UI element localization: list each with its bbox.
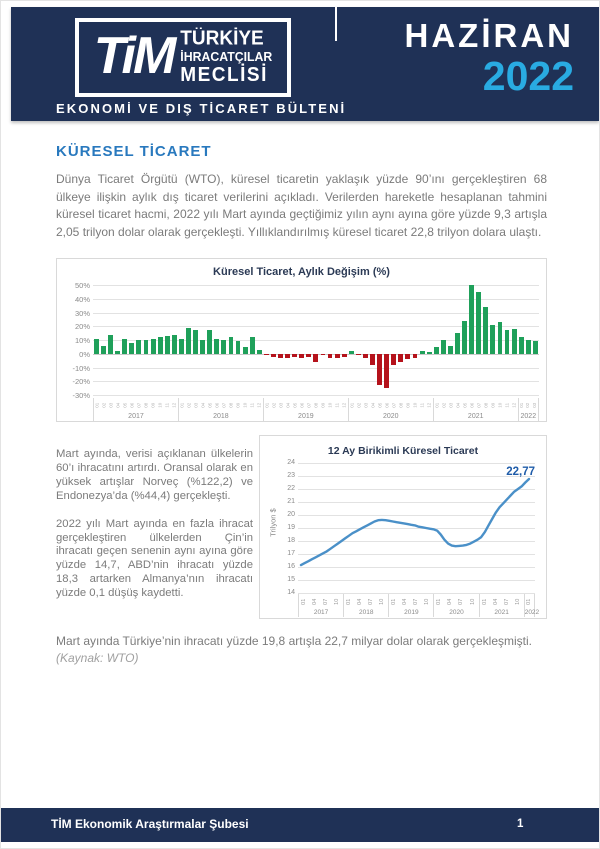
y-axis-tick-label: 21: [287, 498, 295, 505]
bar: [462, 321, 467, 354]
x-axis-tick-label: 08: [483, 403, 488, 409]
x-axis-year-label: 2020: [382, 413, 399, 420]
x-axis-tick-label: 04: [115, 403, 121, 409]
x-axis-tick-label: 10: [333, 598, 340, 605]
y-axis-tick-label: 14: [287, 589, 295, 596]
bar: [377, 354, 382, 386]
bar: [441, 340, 446, 354]
bar: [299, 354, 304, 358]
bar: [165, 336, 170, 354]
bar: [427, 352, 432, 353]
bar: [207, 330, 212, 353]
side-paragraph-1: Mart ayında, verisi açıklanan ülkelerin 60’ı ihracatını artırdı. Oransal olarak en yüksek artışlar Norveç (%122,2) ve Endonezya’da (%44,4) gerçekleşti.: [56, 448, 253, 502]
x-axis-tick-label: 08: [228, 403, 234, 409]
y-axis-tick-label: 10%: [74, 336, 90, 345]
bar: [342, 354, 347, 357]
bar-chart-plot-area: [93, 285, 539, 395]
x-axis-year-group: [348, 398, 433, 421]
bar: [94, 339, 99, 354]
y-axis-tick-label: 20%: [74, 322, 90, 332]
x-axis-tick-label: 04: [492, 598, 499, 605]
x-axis-month-labels: [434, 594, 478, 609]
x-axis-tick-label: 10: [424, 598, 431, 605]
x-axis-month-labels: [94, 398, 178, 413]
bar: [356, 354, 361, 355]
x-axis-year-group: [263, 398, 348, 421]
x-axis-tick-label: 06: [469, 403, 474, 409]
bar: [370, 354, 375, 365]
x-axis-tick-label: 02: [441, 403, 446, 409]
x-axis-tick-label: 08: [313, 403, 319, 409]
x-axis-tick-label: 05: [462, 403, 467, 409]
x-axis-year-group: [388, 594, 433, 617]
side-text-column: [56, 448, 253, 601]
trade-line-series: [298, 463, 535, 593]
bar: [144, 340, 149, 354]
x-axis-tick-label: 04: [285, 403, 291, 409]
x-axis-month-labels: [264, 398, 348, 413]
x-axis-month-labels: [480, 594, 524, 609]
bar-chart-title: Küresel Ticaret, Aylık Değişim (%): [213, 266, 390, 278]
bar: [321, 354, 326, 355]
x-axis-tick-label: 03: [278, 403, 284, 409]
bar: [229, 337, 234, 354]
gridline: [93, 395, 539, 396]
bar: [398, 354, 403, 362]
x-axis-year-label: 2017: [313, 609, 329, 616]
line-chart-y-axis-label: Trilyon $: [268, 508, 278, 537]
bar: [384, 354, 389, 388]
bar: [335, 354, 340, 358]
bar: [306, 354, 311, 357]
x-axis-month-labels: [349, 398, 433, 413]
bar: [236, 341, 241, 353]
x-axis-tick-label: 06: [299, 403, 305, 409]
bar: [413, 354, 418, 358]
closing-paragraph: Mart ayında Türkiye’nin ihracatı yüzde 19,8 artışla 22,7 milyar dolar olarak gerçekleşmişti.: [56, 634, 532, 648]
x-axis-tick-label: 08: [398, 403, 404, 409]
line-path: [301, 479, 529, 565]
bar: [448, 346, 453, 354]
line-chart-x-axis: [298, 594, 540, 617]
x-axis-year-group: [479, 594, 524, 617]
x-axis-tick-label: 12: [341, 403, 347, 409]
x-axis-tick-label: 07: [136, 403, 142, 409]
bar: [101, 346, 106, 354]
x-axis-tick-label: 11: [164, 403, 170, 408]
x-axis-tick-label: 07: [391, 403, 397, 409]
x-axis-tick-label: 03: [108, 403, 114, 409]
x-axis-tick-label: 07: [413, 598, 420, 605]
x-axis-tick-label: 03: [363, 403, 369, 409]
y-axis-tick-label: 23: [287, 472, 295, 479]
bar: [115, 351, 120, 354]
x-axis-tick-label: 09: [490, 403, 495, 409]
x-axis-month-labels: [299, 594, 343, 609]
x-axis-tick-label: 02: [271, 403, 277, 409]
x-axis-tick-label: 03: [448, 403, 453, 409]
x-axis-tick-label: 01: [179, 403, 185, 409]
closing-block: [56, 633, 547, 667]
bar: [179, 339, 184, 354]
x-axis-month-labels: [389, 594, 433, 609]
x-axis-tick-label: 07: [503, 598, 510, 605]
bar: [498, 322, 503, 354]
x-axis-month-labels: [525, 594, 534, 609]
x-axis-tick-label: 01: [349, 403, 355, 409]
y-axis-tick-label: -10%: [72, 363, 90, 373]
y-axis-tick-label: 20: [287, 511, 295, 518]
x-axis-tick-label: 10: [327, 403, 333, 409]
x-axis-tick-label: 04: [356, 598, 363, 605]
header-banner: [11, 7, 599, 121]
x-axis-tick-label: 03: [531, 403, 537, 409]
bar: [313, 354, 318, 362]
x-axis-tick-label: 07: [306, 403, 312, 409]
x-axis-year-group: [343, 594, 388, 617]
y-axis-tick-label: 22: [287, 485, 295, 492]
x-axis-year-group: [298, 594, 343, 617]
bar: [264, 354, 269, 355]
line-chart-y-axis: [278, 459, 295, 596]
x-axis-tick-label: 01: [525, 598, 532, 605]
x-axis-tick-label: 04: [370, 403, 376, 409]
tim-logo: [75, 18, 291, 97]
x-axis-tick-label: 10: [514, 598, 521, 605]
bar: [151, 339, 156, 354]
x-axis-month-labels: [179, 398, 263, 413]
bar: [278, 354, 283, 358]
x-axis-tick-label: 05: [207, 403, 213, 409]
line-chart-plot-area: [298, 463, 535, 593]
bar: [200, 340, 205, 354]
bar: [519, 337, 524, 354]
bar: [257, 350, 262, 354]
y-axis-tick-label: 24: [287, 459, 295, 466]
x-axis-tick-label: 07: [221, 403, 227, 409]
x-axis-tick-label: 10: [412, 403, 418, 409]
x-axis-tick-label: 01: [518, 403, 524, 409]
bar: [469, 285, 474, 354]
y-axis-tick-label: 17: [287, 550, 295, 557]
bar: [405, 354, 410, 360]
x-axis-tick-label: 10: [497, 403, 502, 409]
x-axis-tick-label: 07: [476, 403, 481, 409]
bar: [129, 343, 134, 354]
x-axis-tick-label: 11: [334, 403, 340, 408]
x-axis-tick-label: 05: [122, 403, 128, 409]
line-chart: [259, 435, 547, 619]
bar-chart-x-axis: [93, 398, 539, 421]
tim-logo-wordmark: TiM: [93, 26, 174, 85]
x-axis-tick-label: 04: [455, 403, 460, 409]
x-axis-year-group: [178, 398, 263, 421]
gridline: [93, 368, 539, 369]
bar: [214, 339, 219, 354]
x-axis-tick-label: 08: [143, 403, 149, 409]
x-axis-tick-label: 04: [447, 598, 454, 605]
x-axis-tick-label: 12: [256, 403, 262, 409]
x-axis-tick-label: 03: [193, 403, 199, 409]
x-axis-tick-label: 01: [345, 598, 352, 605]
tim-logo-text: [180, 29, 272, 86]
x-axis-year-group: [518, 398, 539, 421]
x-axis-year-label: 2019: [298, 413, 314, 420]
bar: [243, 347, 248, 354]
line-chart-title: 12 Ay Birikimli Küresel Ticaret: [327, 445, 479, 457]
bar: [271, 354, 276, 357]
x-axis-tick-label: 09: [405, 403, 411, 409]
y-axis-tick-label: 30%: [74, 308, 90, 318]
source-note: (Kaynak: WTO): [56, 651, 139, 665]
bar: [526, 340, 531, 354]
y-axis-tick-label: -20%: [72, 377, 90, 387]
footer-page-number: 1: [517, 818, 524, 830]
x-axis-tick-label: 07: [367, 598, 374, 605]
footer-label: TİM Ekonomik Araştırmalar Şubesi: [51, 817, 249, 831]
logo-line-3: MECLİSİ: [180, 64, 268, 88]
x-axis-tick-label: 11: [419, 403, 425, 408]
y-axis-tick-label: 50%: [74, 281, 90, 290]
logo-line-1: TÜRKİYE: [180, 27, 264, 50]
x-axis-tick-label: 11: [249, 403, 255, 408]
bar: [391, 354, 396, 365]
bar: [186, 328, 191, 354]
x-axis-tick-label: 02: [186, 403, 192, 409]
bar: [349, 351, 354, 354]
x-axis-tick-label: 04: [200, 403, 206, 409]
x-axis-tick-label: 07: [322, 598, 329, 605]
x-axis-tick-label: 09: [235, 403, 241, 409]
bar: [533, 341, 538, 353]
x-axis-year-label: 2022: [524, 609, 540, 616]
issue-year: 2022: [482, 53, 574, 99]
x-axis-tick-label: 02: [356, 403, 362, 409]
bar: [193, 330, 198, 353]
x-axis-year-label: 2018: [213, 413, 229, 420]
x-axis-tick-label: 12: [426, 403, 432, 409]
x-axis-tick-label: 12: [171, 403, 177, 409]
bar: [490, 325, 495, 354]
bar: [136, 340, 141, 354]
y-axis-tick-label: 18: [287, 537, 295, 544]
x-axis-tick-label: 07: [458, 598, 465, 605]
x-axis-year-group: [433, 594, 478, 617]
y-axis-tick-label: 0%: [79, 349, 90, 359]
x-axis-year-label: 2017: [128, 413, 144, 420]
bar: [434, 347, 439, 354]
bulletin-title: EKONOMİ VE DIŞ TİCARET BÜLTENİ: [56, 101, 347, 116]
x-axis-tick-label: 06: [214, 403, 220, 409]
y-axis-tick-label: 40%: [74, 294, 90, 304]
x-axis-tick-label: 01: [300, 598, 307, 605]
x-axis-month-labels: [519, 398, 538, 413]
bar: [172, 335, 177, 354]
bar: [108, 335, 113, 354]
gridline: [93, 381, 539, 382]
bar: [122, 339, 127, 354]
bar: [476, 292, 481, 354]
x-axis-tick-label: 12: [511, 403, 516, 409]
x-axis-year-group: [433, 398, 518, 421]
bar-chart-y-axis: [59, 281, 90, 400]
x-axis-tick-label: 11: [504, 403, 509, 408]
bar: [221, 340, 226, 354]
issue-month: HAZİRAN: [404, 17, 574, 54]
side-paragraph-2: 2022 yılı Mart ayında en fazla ihracat gerçekleştiren ülkelerden Çin’in ihracatı geçen senenin aynı ayına göre yüzde 14,7, ABD’nin ihracatı yüzde 18,3 artarken Almanya’nın ihracatı yüzde 0,1 düşüş kaydetti.: [56, 517, 253, 600]
x-axis-tick-label: 01: [264, 403, 270, 409]
x-axis-year-label: 2021: [467, 413, 484, 420]
bar: [483, 307, 488, 354]
bar: [250, 337, 255, 354]
x-axis-tick-label: 04: [311, 598, 318, 605]
x-axis-tick-label: 10: [157, 403, 163, 409]
x-axis-tick-label: 04: [402, 598, 409, 605]
x-axis-month-labels: [434, 398, 518, 413]
x-axis-tick-label: 01: [436, 598, 443, 605]
x-axis-tick-label: 06: [129, 403, 135, 409]
logo-line-2: İHRACATÇILAR: [180, 49, 273, 65]
x-axis-tick-label: 02: [101, 403, 107, 409]
x-axis-tick-label: 05: [377, 403, 383, 409]
line-chart-value-label: 22,77: [506, 466, 535, 478]
x-axis-tick-label: 02: [525, 403, 531, 409]
y-axis-tick-label: -30%: [72, 391, 90, 400]
footer-bar: [1, 808, 600, 842]
bar: [285, 354, 290, 358]
y-axis-tick-label: 19: [287, 524, 295, 531]
x-axis-year-label: 2022: [520, 413, 537, 420]
x-axis-tick-label: 05: [292, 403, 298, 409]
x-axis-tick-label: 10: [242, 403, 248, 409]
x-axis-tick-label: 01: [391, 598, 398, 605]
x-axis-tick-label: 01: [481, 598, 488, 605]
issue-date: [405, 19, 574, 97]
bar: [420, 351, 425, 354]
bar: [328, 354, 333, 358]
x-axis-year-group: [93, 398, 178, 421]
x-axis-tick-label: 01: [94, 403, 100, 409]
bar: [505, 330, 510, 353]
x-axis-year-group: [524, 594, 540, 617]
header-divider: [335, 7, 337, 41]
section-title: KÜRESEL TİCARET: [56, 143, 212, 160]
x-axis-tick-label: 09: [150, 403, 156, 409]
bar-chart: [56, 258, 547, 422]
x-axis-tick-label: 10: [379, 598, 385, 605]
bar: [363, 354, 368, 358]
bar: [158, 337, 163, 354]
intro-paragraph: Dünya Ticaret Örgütü (WTO), küresel ticaretin yaklaşık yüzde 90’ını gerçekleştiren 68 ülkeye ilişkin aylık dış ticaret verilerini açıkladı. Verilerden hareketle hesaplanan tahmini küresel ticaret hacmi, 2022 yılı Mart ayında geçtiğimiz yılın aynı ayına göre yüzde 9,3 artışla 2,05 trilyon dolar olarak gerçekleşti. Yıllıklandırılmış küresel ticaret 22,8 trilyon dolara ulaştı.: [56, 172, 547, 239]
y-axis-tick-label: 16: [287, 563, 295, 570]
x-axis-year-label: 2019: [404, 609, 419, 616]
x-axis-month-labels: [344, 594, 388, 609]
bar: [512, 329, 517, 354]
x-axis-tick-label: 06: [384, 403, 390, 409]
y-axis-tick-label: 15: [287, 576, 295, 583]
bar: [292, 354, 297, 357]
x-axis-year-label: 2020: [449, 609, 464, 616]
x-axis-tick-label: 10: [469, 598, 476, 605]
bar: [455, 333, 460, 354]
x-axis-year-label: 2021: [494, 609, 509, 616]
x-axis-tick-label: 09: [320, 403, 326, 409]
x-axis-tick-label: 01: [434, 403, 439, 409]
x-axis-year-label: 2018: [358, 609, 374, 616]
